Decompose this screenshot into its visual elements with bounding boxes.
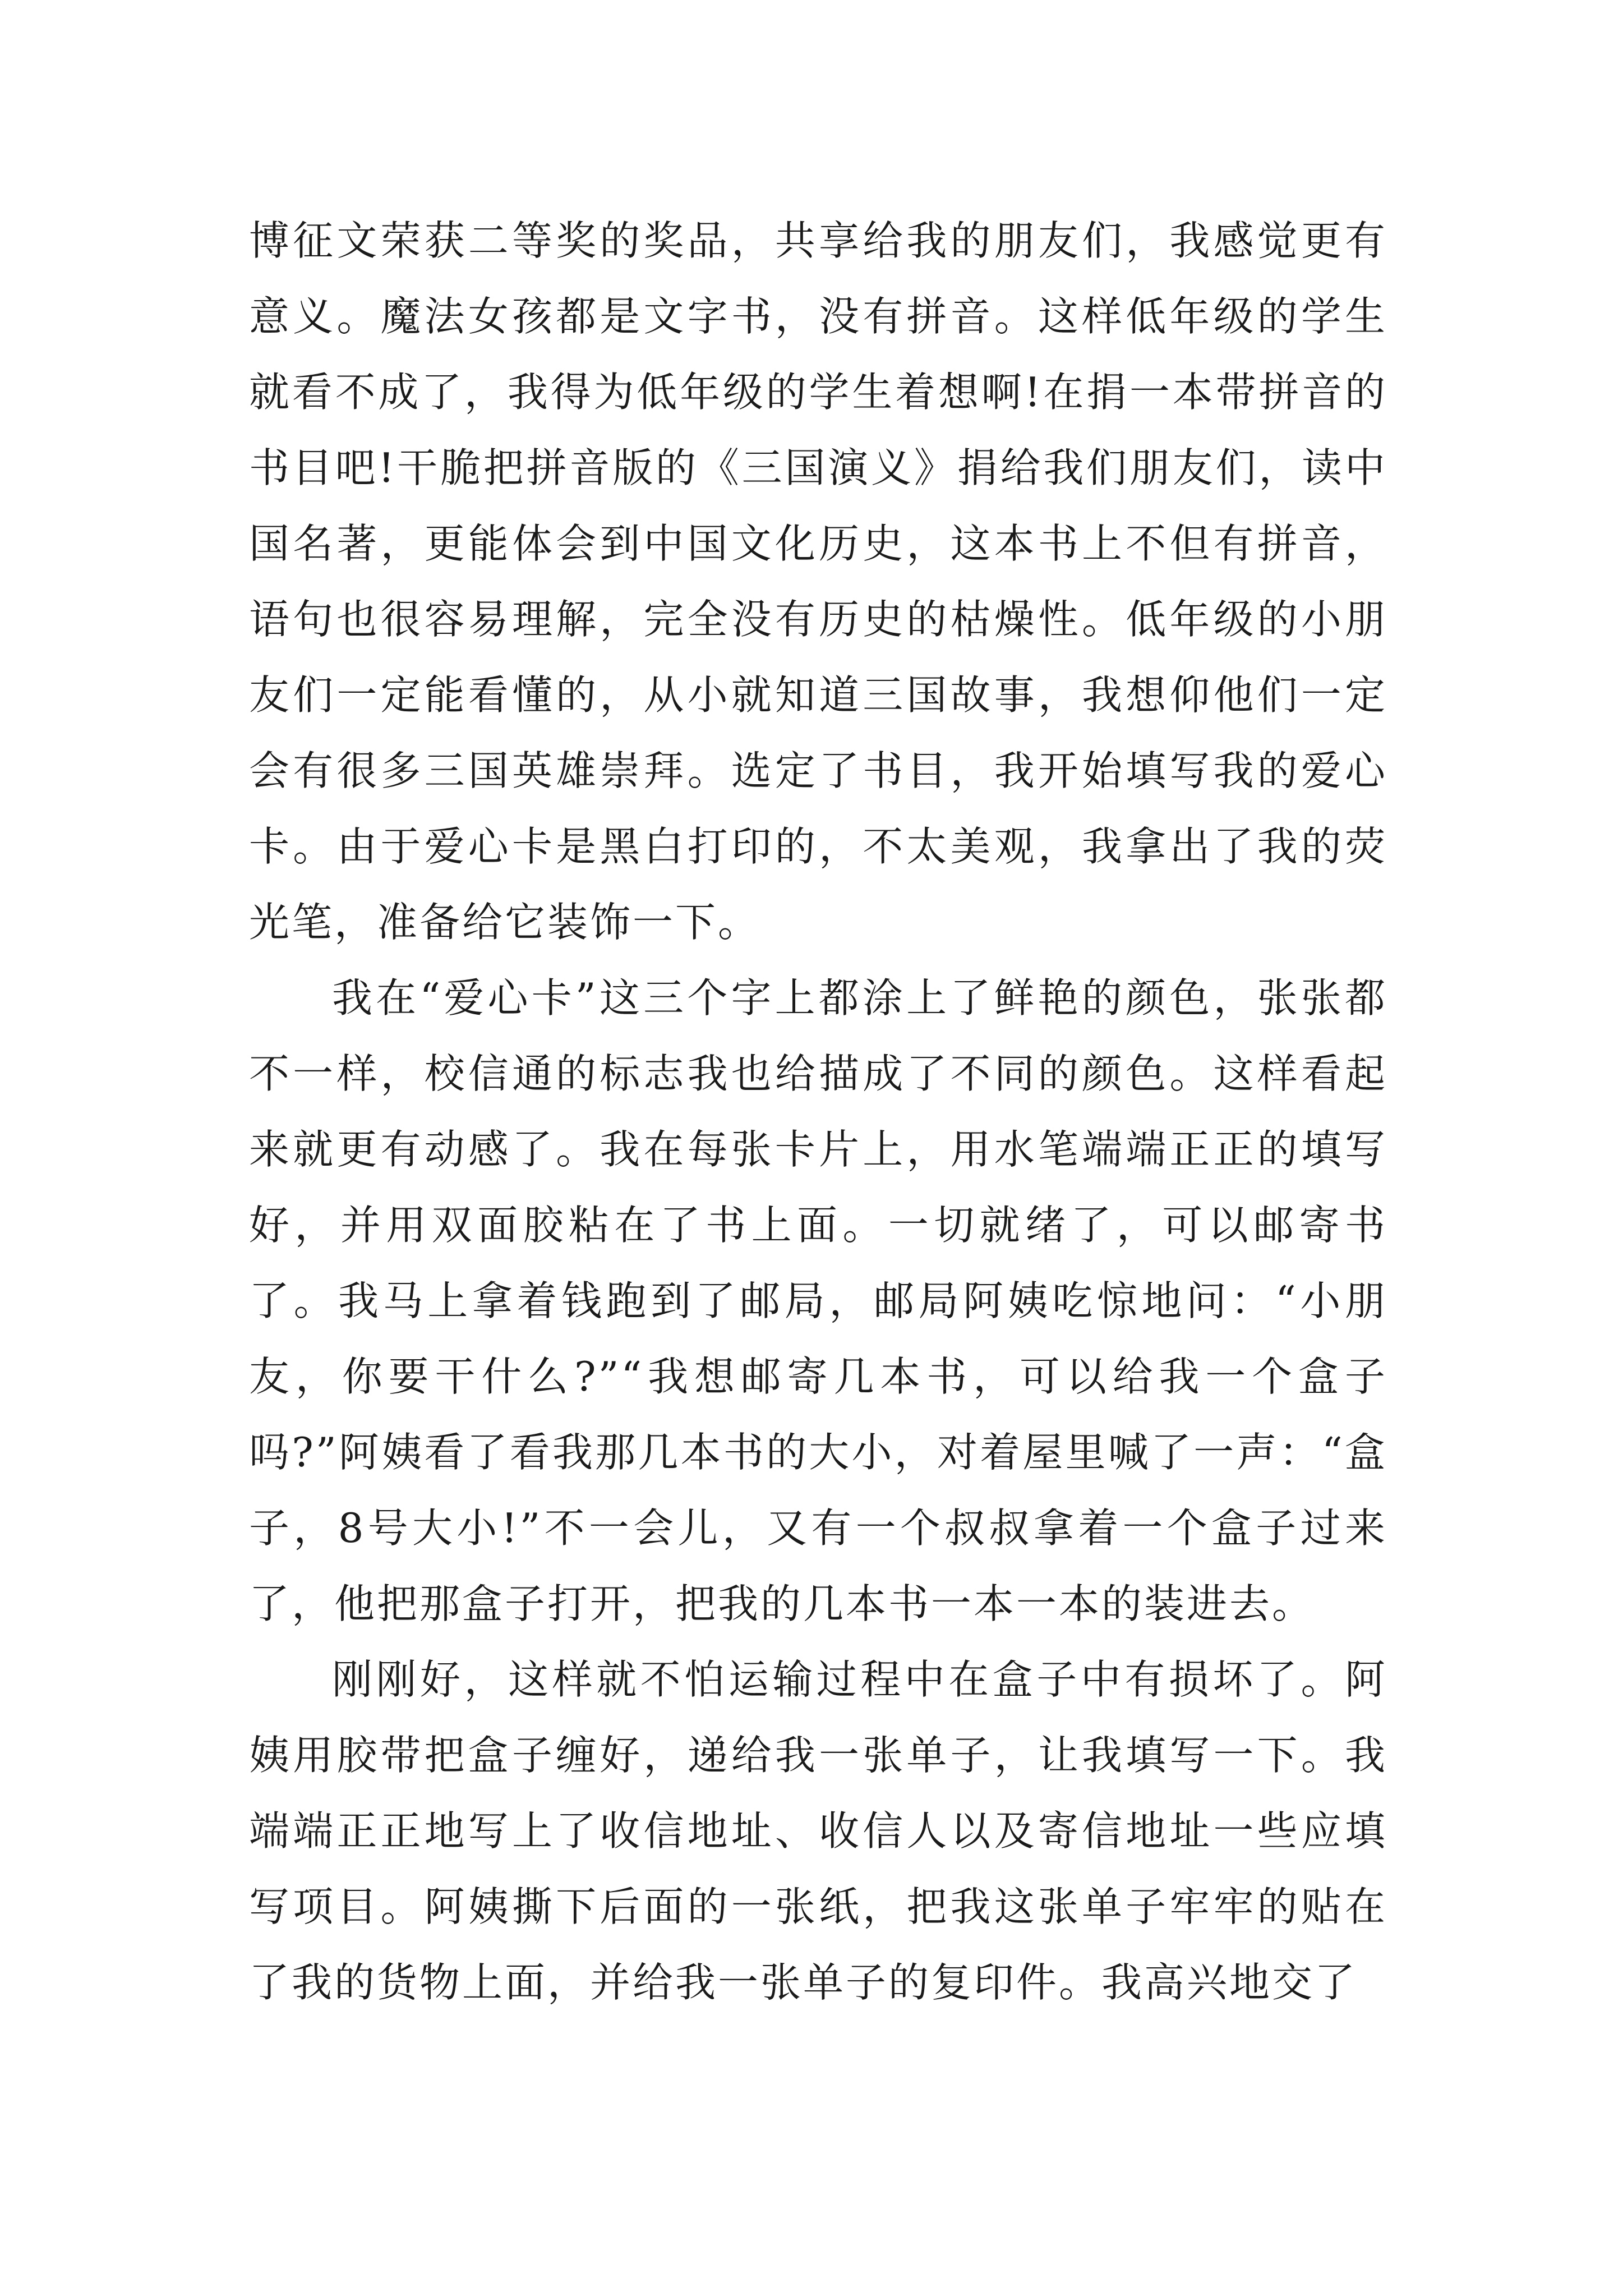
- paragraph-2: 我在“爱心卡”这三个字上都涂上了鲜艳的颜色，张张都不一样，校信通的标志我也给描成了不同的颜色。这样看起来就更有动感了。我在每张卡片上，用水笔端端正正的填写好，并用双面胶粘在了书上面。一切就绪了，可以邮寄书了。我马上拿着钱跑到了邮局，邮局阿姨吃惊地问：“小朋友，你要干什么?”“我想邮寄几本书，可以给我一个盒子吗?”阿姨看了看我那几本书的大小，对着屋里喊了一声：“盒子，8号大小!”不一会儿，又有一个叔叔拿着一个盒子过来了，他把那盒子打开，把我的几本书一本一本的装进去。: [249, 974, 1387, 1627]
- paragraph-3: 刚刚好，这样就不怕运输过程中在盒子中有损坏了。阿姨用胶带把盒子缠好，递给我一张单子，让我填写一下。我端端正正地写上了收信地址、收信人以及寄信地址一些应填写项目。阿姨撕下后面的一张纸，把我这张单子牢牢的贴在了我的货物上面，并给我一张单子的复印件。我高兴地交了: [249, 1656, 1387, 2006]
- body-text: [249, 203, 1387, 2021]
- paragraph-1: 博征文荣获二等奖的奖品，共享给我的朋友们，我感觉更有意义。魔法女孩都是文字书，没有拼音。这样低年级的学生就看不成了，我得为低年级的学生着想啊!在捐一本带拼音的书目吧!干脆把拼音版的《三国演义》捐给我们朋友们，读中国名著，更能体会到中国文化历史，这本书上不但有拼音，语句也很容易理解，完全没有历史的枯燥性。低年级的小朋友们一定能看懂的，从小就知道三国故事，我想仰他们一定会有很多三国英雄崇拜。选定了书目，我开始填写我的爱心卡。由于爱心卡是黑白打印的，不太美观，我拿出了我的荧光笔，准备给它装饰一下。: [249, 217, 1387, 946]
